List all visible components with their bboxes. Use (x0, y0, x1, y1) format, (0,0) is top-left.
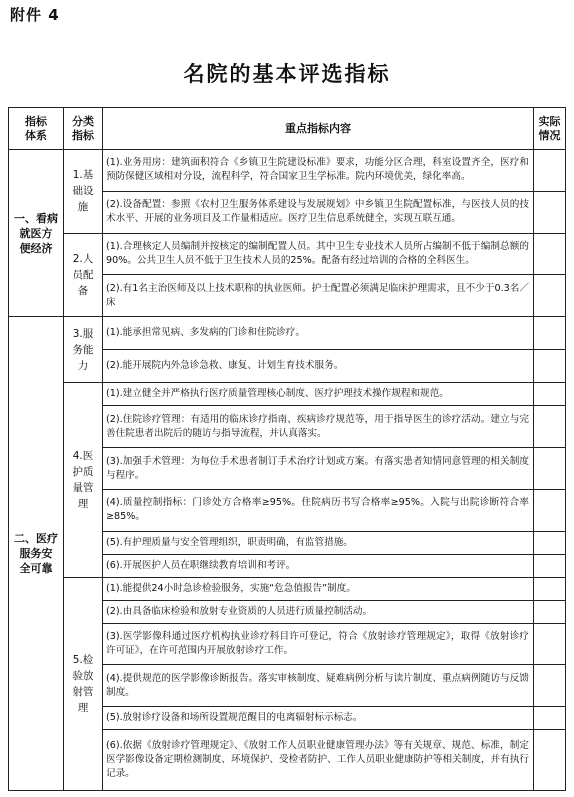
header-actual: 实际 情况 (534, 108, 566, 150)
indicator-item: (6).依据《放射诊疗管理规定》、《放射工作人员职业健康管理办法》等有关规章、规范、标准，制定医学影像设备定期检测制度、环境保护、受检者防护、工作人员职业健康防护等相关制度，并有执行记录。 (103, 730, 534, 791)
actual-cell (534, 191, 566, 233)
table-row (9, 577, 566, 600)
actual-cell (534, 490, 566, 532)
table-row (9, 383, 566, 406)
criteria-table (8, 107, 566, 791)
header-system: 指标 体系 (9, 108, 64, 150)
indicator-item: (2).有1名主治医师及以上技术职称的执业医师。护士配置必须满足临床护理需求，且不少于0.3名／床 (103, 275, 534, 317)
attachment-label: 附件 4 (10, 6, 60, 24)
table-row (9, 150, 566, 192)
actual-cell (534, 600, 566, 623)
category-cell: 4.医 护质 量管 理 (64, 383, 103, 577)
page-title: 名院的基本评选指标 (183, 62, 391, 86)
header-row (9, 108, 566, 150)
indicator-item: (2).由具备临床检验和放射专业资质的人员进行质量控制活动。 (103, 600, 534, 623)
actual-cell (534, 350, 566, 383)
indicator-item: (3).医学影像科通过医疗机构执业诊疗科目许可登记，符合《放射诊疗管理规定》，取得《放射诊疗许可证》，在许可范围内开展放射诊疗工作。 (103, 623, 534, 665)
table-row (9, 233, 566, 275)
actual-cell (534, 448, 566, 490)
header-category: 分类 指标 (64, 108, 103, 150)
actual-cell (534, 150, 566, 192)
indicator-item: (1).能提供24小时急诊检验服务，实施“危急值报告”制度。 (103, 577, 534, 600)
header-content: 重点指标内容 (103, 108, 534, 150)
category-cell: 2.人 员配 备 (64, 233, 103, 317)
actual-cell (534, 383, 566, 406)
indicator-item: (4).提供规范的医学影像诊断报告。落实审核制度、疑难病例分析与读片制度、重点病例随访与反馈制度。 (103, 665, 534, 707)
actual-cell (534, 554, 566, 577)
indicator-item: (5).放射诊疗设备和场所设置规范醒目的电离辐射标示标志。 (103, 707, 534, 730)
system-cell: 二、医疗 服务安 全可靠 (9, 317, 64, 791)
indicator-item: (1).能承担常见病、多发病的门诊和住院诊疗。 (103, 317, 534, 350)
actual-cell (534, 233, 566, 275)
actual-cell (534, 317, 566, 350)
actual-cell (534, 531, 566, 554)
indicator-item: (3).加强手术管理：为每位手术患者制订手术治疗计划或方案。有落实患者知情同意管理的相关制度与程序。 (103, 448, 534, 490)
indicator-item: (1).建立健全并严格执行医疗质量管理核心制度、医疗护理技术操作规程和规范。 (103, 383, 534, 406)
actual-cell (534, 623, 566, 665)
category-cell: 1.基 础设 施 (64, 150, 103, 234)
actual-cell (534, 275, 566, 317)
table-row (9, 317, 566, 350)
actual-cell (534, 577, 566, 600)
indicator-item: (5).有护理质量与安全管理组织，职责明确，有监管措施。 (103, 531, 534, 554)
indicator-item: (6).开展医护人员在职继续教育培训和考评。 (103, 554, 534, 577)
indicator-item: (2).设备配置：参照《农村卫生服务体系建设与发展规划》中乡镇卫生院配置标准，与医技人员的技术水平、开展的业务项目及工作量相适应。医疗卫生信息系统健全，实现互联互通。 (103, 191, 534, 233)
actual-cell (534, 730, 566, 791)
indicator-item: (4).质量控制指标：门诊处方合格率≥95%。住院病历书写合格率≥95%。入院与出院诊断符合率≥85%。 (103, 490, 534, 532)
category-cell: 5.检 验放 射管 理 (64, 577, 103, 790)
actual-cell (534, 406, 566, 448)
indicator-item: (1).合理核定人员编制并按核定的编制配置人员。其中卫生专业技术人员所占编制不低于编制总额的90%。公共卫生人员不低于卫生技术人员的25%。配备有经过培训的合格的全科医生。 (103, 233, 534, 275)
indicator-item: (1).业务用房：建筑面积符合《乡镇卫生院建设标准》要求，功能分区合理，科室设置齐全，医疗和预防保健区域相对分设，流程科学，符合国家卫生学标准。院内环境优美，绿化率高。 (103, 150, 534, 192)
actual-cell (534, 665, 566, 707)
system-cell: 一、看病 就医方 便经济 (9, 150, 64, 317)
indicator-item: (2).能开展院内外急诊急救、康复、计划生育技术服务。 (103, 350, 534, 383)
actual-cell (534, 707, 566, 730)
indicator-item: (2).住院诊疗管理：有适用的临床诊疗指南、疾病诊疗规范等，用于指导医生的诊疗活动。建立与完善住院患者出院后的随访与指导流程，并认真落实。 (103, 406, 534, 448)
category-cell: 3.服 务能 力 (64, 317, 103, 383)
